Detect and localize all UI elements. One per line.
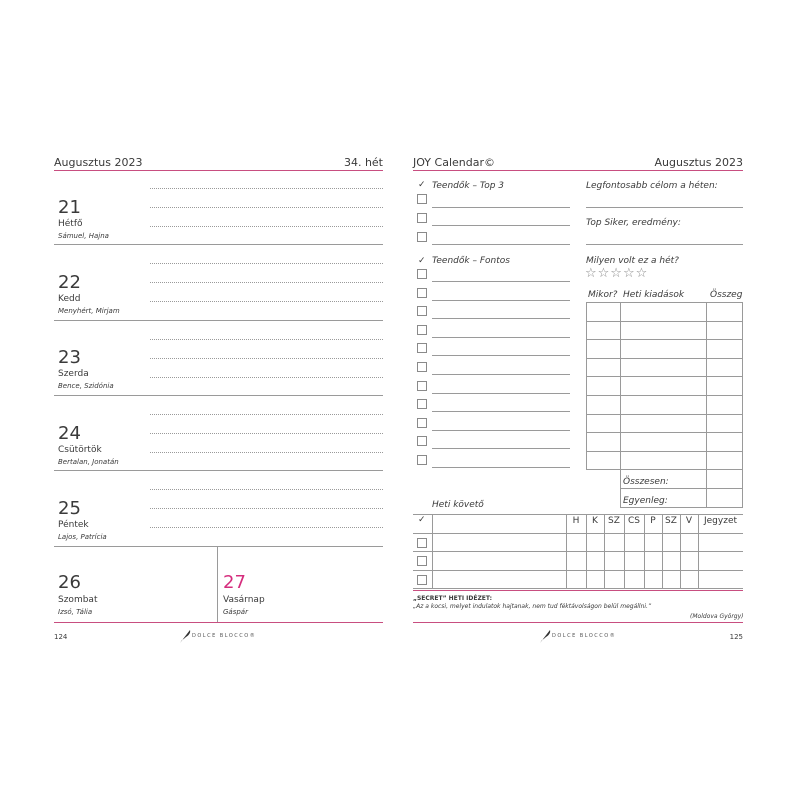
day-divider xyxy=(54,470,383,471)
todo-checkbox[interactable] xyxy=(417,455,427,465)
todo-important-title: Teendők – Fontos xyxy=(432,256,510,266)
expense-row[interactable] xyxy=(586,451,743,452)
expense-row[interactable] xyxy=(586,414,743,415)
tracker-day-header: K xyxy=(592,516,598,526)
expense-col-sum xyxy=(706,302,707,507)
day-name: Szerda xyxy=(58,369,89,379)
day-name: Csütörtök xyxy=(58,445,102,455)
todo-line[interactable] xyxy=(432,207,570,208)
success-line[interactable] xyxy=(586,244,743,245)
expense-col-item xyxy=(620,302,621,507)
todo-line[interactable] xyxy=(432,467,570,468)
tracker-day-header: V xyxy=(685,516,693,526)
weekend-separator xyxy=(217,546,218,622)
tracker-row[interactable] xyxy=(413,551,743,552)
expenses-total-label: Összesen: xyxy=(623,477,669,487)
tracker-day-header: SZ xyxy=(608,516,620,526)
expense-row[interactable] xyxy=(586,469,743,470)
todo-checkbox[interactable] xyxy=(417,343,427,353)
todo-checkbox[interactable] xyxy=(417,381,427,391)
writing-line xyxy=(150,377,383,378)
todo-line[interactable] xyxy=(432,430,570,431)
tracker-col xyxy=(432,514,433,588)
quill-icon xyxy=(178,628,192,644)
todo-checkbox[interactable] xyxy=(417,288,427,298)
goal-line[interactable] xyxy=(586,207,743,208)
writing-line xyxy=(150,527,383,528)
todo-checkbox[interactable] xyxy=(417,418,427,428)
writing-line xyxy=(150,358,383,359)
day-number: 24 xyxy=(58,423,81,444)
expenses-title-header: Heti kiadások xyxy=(623,290,685,300)
day-name: Hétfő xyxy=(58,219,83,229)
check-icon: ✓ xyxy=(418,256,426,266)
todo-checkbox[interactable] xyxy=(417,194,427,204)
todo-line[interactable] xyxy=(432,374,570,375)
tracker-checkbox[interactable] xyxy=(417,575,427,585)
goal-label: Legfontosabb célom a héten: xyxy=(586,181,718,191)
name-days: Menyhért, Mirjam xyxy=(58,307,120,315)
expense-row[interactable] xyxy=(586,339,743,340)
tracker-day-header: SZ xyxy=(665,516,677,526)
name-days: Bertalan, Jonatán xyxy=(58,458,119,466)
day-number-sunday: 27 xyxy=(223,572,246,593)
writing-line xyxy=(150,452,383,453)
left-footer-rule xyxy=(54,622,383,623)
todo-line[interactable] xyxy=(432,300,570,301)
day-number: 23 xyxy=(58,347,81,368)
todo-line[interactable] xyxy=(432,337,570,338)
day-divider xyxy=(54,395,383,396)
writing-line xyxy=(150,508,383,509)
day-name: Vasárnap xyxy=(223,595,265,605)
page-number: 124 xyxy=(54,633,68,641)
todo-line[interactable] xyxy=(432,448,570,449)
tracker-title: Heti követő xyxy=(432,500,484,510)
expenses-when-header: Mikor? xyxy=(588,290,618,300)
tracker-day-header: CS xyxy=(628,516,640,526)
writing-line xyxy=(150,489,383,490)
day-divider xyxy=(54,244,383,245)
writing-line xyxy=(150,414,383,415)
star-rating-icon[interactable]: ☆☆☆☆☆ xyxy=(585,266,649,281)
todo-line[interactable] xyxy=(432,225,570,226)
tracker-row[interactable] xyxy=(413,533,743,534)
check-icon: ✓ xyxy=(418,180,426,190)
page-number: 125 xyxy=(729,633,743,641)
tracker-day-header: P xyxy=(650,516,656,526)
name-days: Izsó, Tália xyxy=(58,608,93,616)
writing-line xyxy=(150,339,383,340)
quote-title: „SECRET” HETI IDÉZET: xyxy=(413,595,493,602)
name-days: Sámuel, Hajna xyxy=(58,232,109,240)
todo-line[interactable] xyxy=(432,281,570,282)
day-divider xyxy=(54,546,383,547)
writing-line xyxy=(150,301,383,302)
quill-icon xyxy=(538,628,552,644)
todo-top3-title: Teendők – Top 3 xyxy=(432,181,505,191)
day-name: Kedd xyxy=(58,294,81,304)
right-header-title: JOY Calendar© xyxy=(413,156,495,169)
todo-line[interactable] xyxy=(432,244,570,245)
logo-text: DOLCE BLOCCO® xyxy=(192,633,257,639)
name-days: Gáspár xyxy=(223,608,248,616)
day-number: 22 xyxy=(58,272,81,293)
todo-line[interactable] xyxy=(432,411,570,412)
todo-checkbox[interactable] xyxy=(417,306,427,316)
quote-author: (Moldova György) xyxy=(690,613,744,620)
writing-line xyxy=(150,433,383,434)
todo-checkbox[interactable] xyxy=(417,325,427,335)
left-header-week: 34. hét xyxy=(343,156,383,169)
left-header-month: Augusztus 2023 xyxy=(54,156,143,169)
expense-balance-row[interactable] xyxy=(620,507,743,508)
todo-checkbox[interactable] xyxy=(417,436,427,446)
quote-rule xyxy=(413,590,743,591)
expense-row[interactable] xyxy=(586,358,743,359)
week-rating-label: Milyen volt ez a hét? xyxy=(586,256,679,266)
expense-total-row[interactable] xyxy=(620,488,743,489)
name-days: Bence, Szidónia xyxy=(58,382,114,390)
tracker-day-header: H xyxy=(572,516,580,526)
day-divider xyxy=(54,320,383,321)
day-number: 21 xyxy=(58,197,81,218)
expense-rule xyxy=(586,302,743,303)
check-icon: ✓ xyxy=(418,515,426,525)
todo-line[interactable] xyxy=(432,393,570,394)
day-number: 26 xyxy=(58,572,81,593)
expenses-balance-label: Egyenleg: xyxy=(623,496,668,506)
todo-checkbox[interactable] xyxy=(417,213,427,223)
todo-checkbox[interactable] xyxy=(417,362,427,372)
day-name: Péntek xyxy=(58,520,89,530)
tracker-checkbox[interactable] xyxy=(417,556,427,566)
expense-row[interactable] xyxy=(586,395,743,396)
tracker-rule xyxy=(413,514,743,515)
day-name: Szombat xyxy=(58,595,98,605)
todo-line[interactable] xyxy=(432,318,570,319)
expense-col-end xyxy=(742,302,743,507)
tracker-checkbox[interactable] xyxy=(417,538,427,548)
expenses-sum-header: Összeg xyxy=(710,290,743,300)
logo-text: DOLCE BLOCCO® xyxy=(552,633,617,639)
writing-line xyxy=(150,188,383,189)
right-header-rule xyxy=(413,170,743,171)
writing-line xyxy=(150,226,383,227)
right-footer-rule xyxy=(413,622,743,623)
quote-text: „Az a kocsi, melyet indulatok hajtanak, nem tud féktávolságon belül megállni.” xyxy=(413,603,652,610)
tracker-row[interactable] xyxy=(413,570,743,571)
expense-col-when xyxy=(586,302,587,469)
expense-row[interactable] xyxy=(586,432,743,433)
expense-row[interactable] xyxy=(586,376,743,377)
right-header-month: Augusztus 2023 xyxy=(654,156,743,169)
writing-line xyxy=(150,282,383,283)
todo-line[interactable] xyxy=(432,355,570,356)
success-label: Top Siker, eredmény: xyxy=(586,218,681,228)
day-number: 25 xyxy=(58,498,81,519)
todo-checkbox[interactable] xyxy=(417,269,427,279)
left-header-rule xyxy=(54,170,383,171)
name-days: Lajos, Patrícia xyxy=(58,533,107,541)
todo-checkbox[interactable] xyxy=(417,399,427,409)
todo-checkbox[interactable] xyxy=(417,232,427,242)
expense-row[interactable] xyxy=(586,321,743,322)
writing-line xyxy=(150,207,383,208)
writing-line xyxy=(150,263,383,264)
tracker-note-header: Jegyzet xyxy=(703,516,738,526)
